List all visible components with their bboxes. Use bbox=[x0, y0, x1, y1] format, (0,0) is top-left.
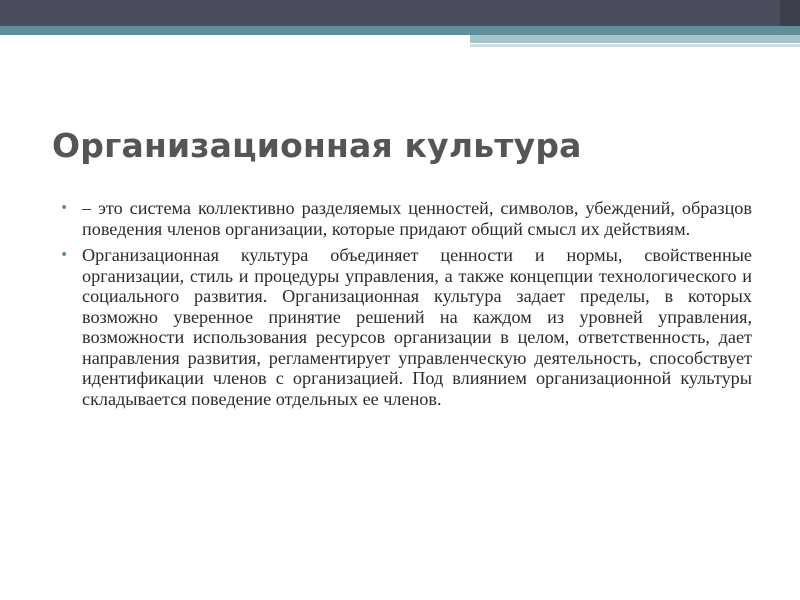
bullet-item-description bbox=[58, 245, 752, 409]
header-band-dark bbox=[0, 0, 800, 26]
header-band-teal bbox=[0, 26, 800, 35]
header-band-thin-line bbox=[470, 44, 800, 47]
bullet-text: Организационная культура объединяет ценности и нормы, свойственные организации, стиль и процедуры управления, а также концепции технологического и социального развития. Организационная культура задает пределы, в которых возможно уверенное принятие решений на каждом из уровней управления, возможности использования ресурсов организации в целом, ответственность, дает направления развития, регламентирует управленческую деятельность, способствует идентификации членов с организацией. Под влиянием организационной культуры складывается поведение отдельных ее членов. bbox=[82, 245, 752, 409]
bullet-text: – это система коллективно разделяемых ценностей, символов, убеждений, образцов поведения членов организации, которые придают общий смысл их действиям. bbox=[82, 198, 752, 239]
header-band-light-step bbox=[470, 35, 800, 43]
header-band-dark-edge bbox=[780, 0, 800, 26]
bullet-dot-icon: • bbox=[60, 247, 69, 263]
bullet-item-definition bbox=[58, 198, 752, 239]
slide-title: Организационная культура bbox=[52, 126, 582, 165]
bullet-dot-icon: • bbox=[60, 200, 69, 216]
bullet-list bbox=[58, 198, 752, 415]
